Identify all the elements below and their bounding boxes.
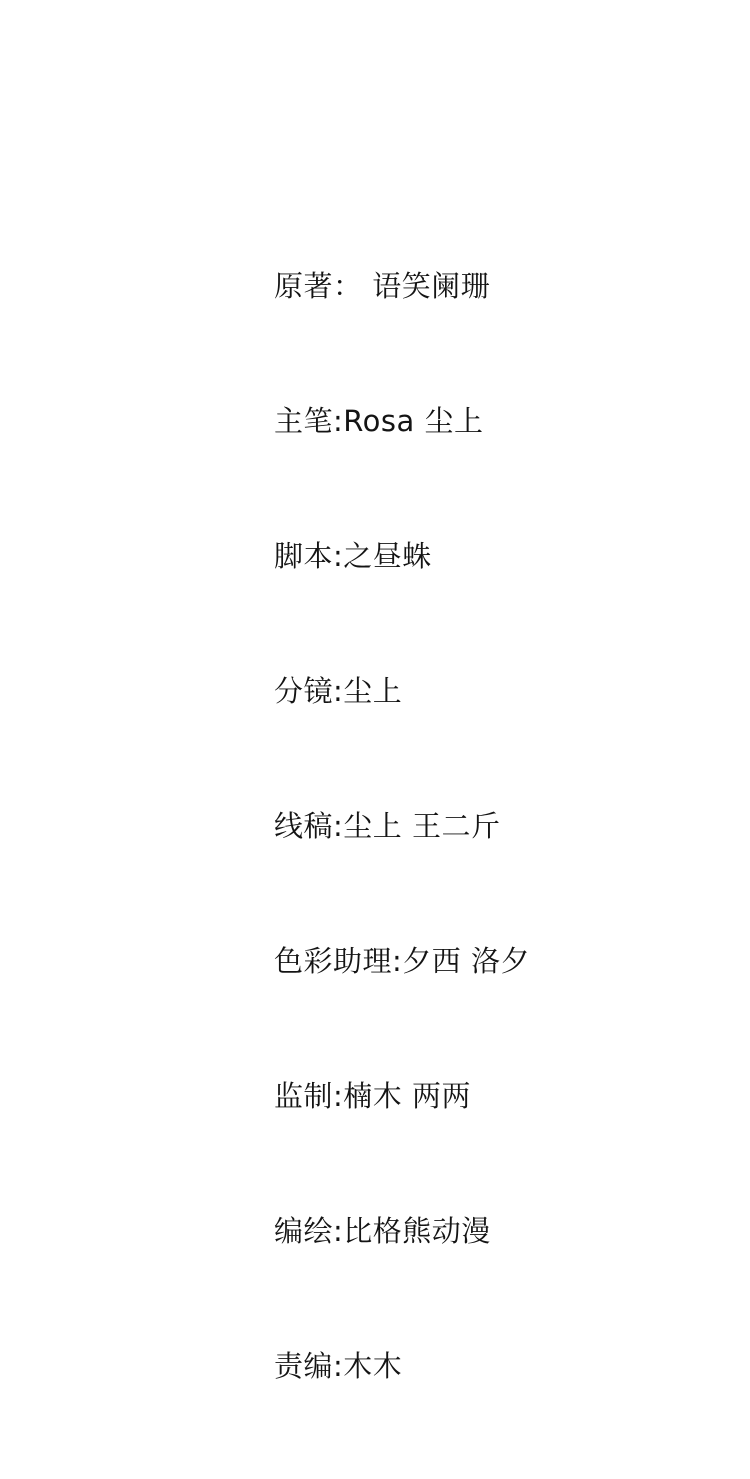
credit-line-lineart: 线稿:尘上 王二斤 bbox=[274, 809, 501, 843]
credit-line-lead-artist: 主笔:Rosa 尘上 bbox=[274, 404, 484, 438]
credit-line-storyboard: 分镜:尘上 bbox=[274, 674, 403, 708]
credit-line-editor: 责编:木木 bbox=[274, 1349, 403, 1383]
credit-line-script: 脚本:之昼蛛 bbox=[274, 539, 432, 573]
credit-line-original-author: 原著： 语笑阑珊 bbox=[274, 269, 491, 303]
credit-line-studio: 编绘:比格熊动漫 bbox=[274, 1214, 491, 1248]
credit-line-color-assistant: 色彩助理:夕西 洛夕 bbox=[274, 944, 530, 978]
credit-line-supervisor: 监制:楠木 两两 bbox=[274, 1079, 471, 1113]
credits-block bbox=[274, 174, 530, 1479]
